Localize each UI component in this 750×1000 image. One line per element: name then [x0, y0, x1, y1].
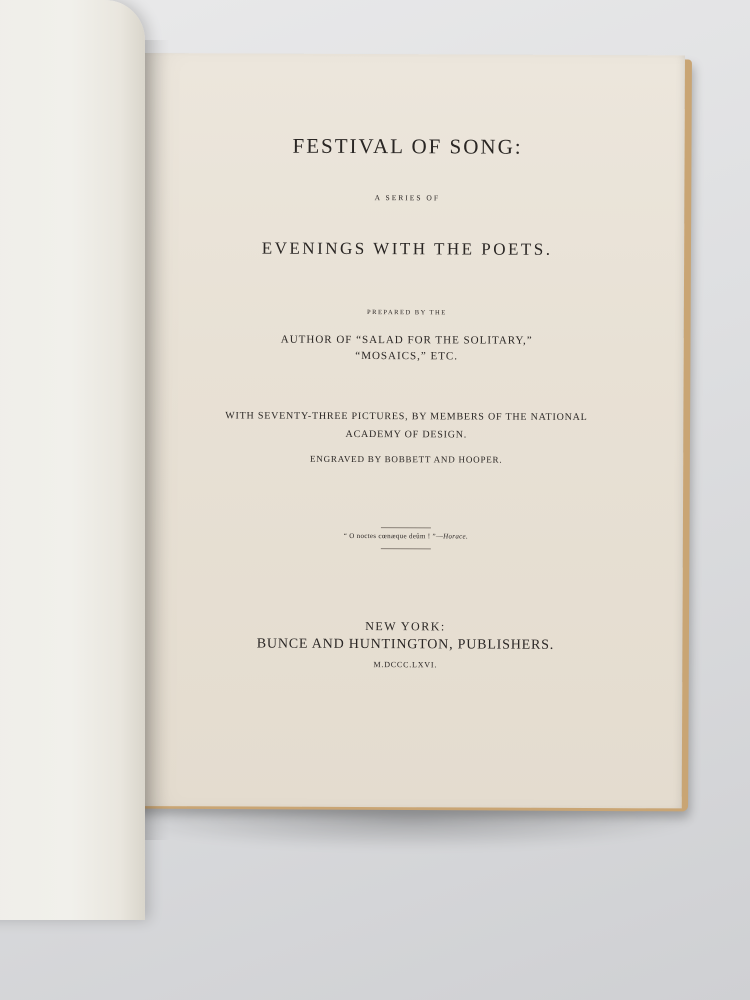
author-line-2: “MOSAICS,” ETC.	[355, 349, 459, 363]
publisher-line: BUNCE AND HUNTINGTON, PUBLISHERS.	[256, 636, 555, 653]
title-page	[128, 53, 685, 808]
motto-attribution: Horace.	[443, 532, 469, 541]
left-page	[0, 0, 145, 920]
pictures-line-2: ACADEMY OF DESIGN.	[345, 428, 468, 441]
motto-rule-top	[381, 527, 431, 528]
author-line-1: AUTHOR OF “SALAD FOR THE SOLITARY,”	[280, 333, 533, 347]
motto-text: “ O noctes cœnæque deûm ! ”—	[343, 531, 444, 541]
engraved-line: ENGRAVED BY BOBBETT AND HOOPER.	[310, 453, 503, 465]
motto-rule-bottom	[381, 548, 431, 549]
book-subtitle: EVENINGS WITH THE POETS.	[261, 238, 553, 259]
publication-date: M.DCCC.LXVI.	[373, 660, 438, 670]
series-line: A SERIES OF	[374, 193, 441, 203]
book-title: FESTIVAL OF SONG:	[292, 133, 523, 159]
motto	[129, 531, 683, 541]
publication-place: NEW YORK:	[365, 619, 446, 634]
prepared-by-line: PREPARED BY THE	[366, 309, 447, 317]
pictures-line-1: WITH SEVENTY-THREE PICTURES, BY MEMBERS OF THE NATIONAL	[225, 410, 588, 423]
